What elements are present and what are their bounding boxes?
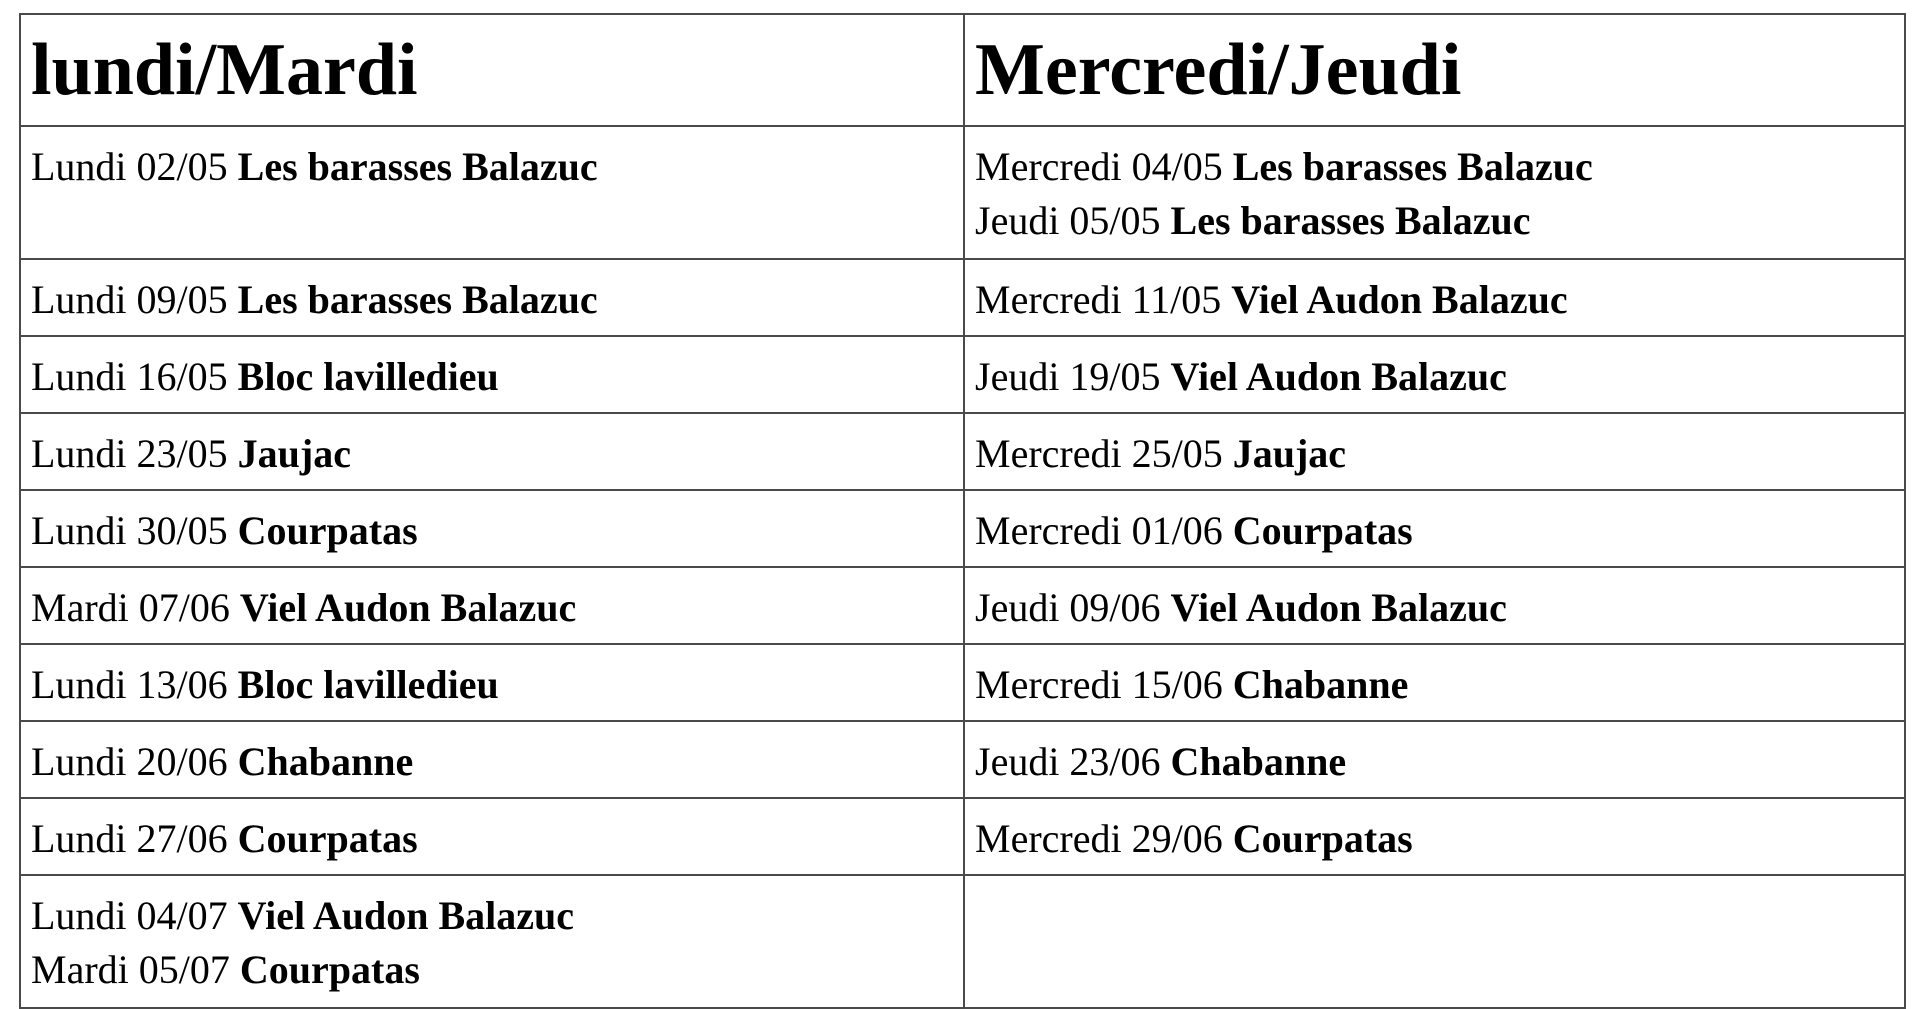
cell-lundi-mardi — [20, 798, 964, 875]
table-row — [20, 259, 1905, 336]
entry-date: Mercredi 11/05 — [975, 277, 1222, 322]
cell-mercredi-jeudi — [964, 875, 1905, 1008]
entry-date: Lundi 30/05 — [31, 508, 228, 553]
cell-lundi-mardi — [20, 126, 964, 259]
entry-place: Les barasses Balazuc — [237, 144, 598, 189]
table-row — [20, 336, 1905, 413]
entry-date: Lundi 16/05 — [31, 354, 228, 399]
cell-mercredi-jeudi — [964, 798, 1905, 875]
entry-place: Chabanne — [1170, 739, 1347, 784]
schedule-table — [19, 13, 1906, 1009]
entry-date: Lundi 20/06 — [31, 739, 228, 784]
schedule-entry — [31, 735, 963, 789]
schedule-entry — [31, 581, 963, 635]
schedule-entry — [31, 427, 963, 481]
cell-mercredi-jeudi — [964, 567, 1905, 644]
entry-place: Viel Audon Balazuc — [1231, 277, 1568, 322]
entry-place: Viel Audon Balazuc — [1170, 585, 1507, 630]
entry-place: Jaujac — [1232, 431, 1347, 476]
schedule-entry — [31, 812, 963, 866]
entry-place: Bloc lavilledieu — [237, 662, 499, 707]
table-row — [20, 721, 1905, 798]
entry-date: Mercredi 04/05 — [975, 144, 1223, 189]
schedule-entry — [975, 504, 1904, 558]
entry-place: Bloc lavilledieu — [237, 354, 499, 399]
table-row — [20, 567, 1905, 644]
schedule-entry — [975, 273, 1904, 327]
entry-date: Lundi 27/06 — [31, 816, 228, 861]
entry-place: Viel Audon Balazuc — [239, 585, 577, 630]
column-header-lundi-mardi: lundi/Mardi — [20, 14, 964, 126]
entry-date: Lundi 13/06 — [31, 662, 228, 707]
entry-place: Courpatas — [237, 816, 418, 861]
table-row — [20, 798, 1905, 875]
table-row — [20, 490, 1905, 567]
entry-place: Les barasses Balazuc — [1232, 144, 1593, 189]
schedule-entry — [975, 735, 1904, 789]
column-header-mercredi-jeudi: Mercredi/Jeudi — [964, 14, 1905, 126]
cell-lundi-mardi — [20, 336, 964, 413]
schedule-entry — [31, 943, 963, 997]
table-row — [20, 126, 1905, 259]
schedule-entry — [31, 350, 963, 404]
entry-date: Mardi 07/06 — [31, 585, 230, 630]
schedule-entry — [975, 581, 1904, 635]
entry-place: Les barasses Balazuc — [237, 277, 598, 322]
entry-place: Viel Audon Balazuc — [237, 893, 575, 938]
cell-mercredi-jeudi — [964, 644, 1905, 721]
cell-lundi-mardi — [20, 490, 964, 567]
schedule-entry — [975, 658, 1904, 712]
entry-place: Viel Audon Balazuc — [1170, 354, 1507, 399]
schedule-entry — [31, 504, 963, 558]
schedule-entry — [975, 812, 1904, 866]
cell-mercredi-jeudi — [964, 721, 1905, 798]
schedule-entry — [975, 427, 1904, 481]
cell-lundi-mardi — [20, 567, 964, 644]
entry-date: Lundi 23/05 — [31, 431, 228, 476]
schedule-entry — [975, 194, 1904, 248]
entry-place: Courpatas — [237, 508, 418, 553]
entry-date: Jeudi 19/05 — [975, 354, 1161, 399]
entry-date: Mercredi 29/06 — [975, 816, 1223, 861]
entry-date: Jeudi 09/06 — [975, 585, 1161, 630]
schedule-entry — [975, 140, 1904, 194]
cell-lundi-mardi — [20, 875, 964, 1008]
cell-lundi-mardi — [20, 259, 964, 336]
cell-mercredi-jeudi — [964, 126, 1905, 259]
schedule-entry — [31, 140, 963, 194]
schedule-entry — [31, 889, 963, 943]
entry-date: Mercredi 15/06 — [975, 662, 1223, 707]
entry-date: Mercredi 25/05 — [975, 431, 1223, 476]
schedule-entry — [31, 273, 963, 327]
header-row — [20, 14, 1905, 126]
cell-mercredi-jeudi — [964, 490, 1905, 567]
table-row — [20, 413, 1905, 490]
entry-date: Mercredi 01/06 — [975, 508, 1223, 553]
cell-mercredi-jeudi — [964, 413, 1905, 490]
entry-date: Lundi 04/07 — [31, 893, 228, 938]
entry-date: Lundi 09/05 — [31, 277, 228, 322]
cell-mercredi-jeudi — [964, 259, 1905, 336]
entry-place: Chabanne — [1232, 662, 1409, 707]
cell-mercredi-jeudi — [964, 336, 1905, 413]
cell-lundi-mardi — [20, 644, 964, 721]
entry-date: Lundi 02/05 — [31, 144, 228, 189]
entry-place: Jaujac — [237, 431, 351, 476]
entry-place: Courpatas — [1232, 816, 1413, 861]
entry-date: Mardi 05/07 — [31, 947, 230, 992]
entry-date: Jeudi 05/05 — [975, 198, 1161, 243]
schedule-body — [20, 126, 1905, 1008]
entry-place: Chabanne — [237, 739, 414, 784]
entry-date: Jeudi 23/06 — [975, 739, 1161, 784]
table-row — [20, 875, 1905, 1008]
entry-place: Courpatas — [239, 947, 420, 992]
entry-place: Les barasses Balazuc — [1170, 198, 1531, 243]
cell-lundi-mardi — [20, 721, 964, 798]
table-row — [20, 644, 1905, 721]
schedule-entry — [975, 350, 1904, 404]
entry-place: Courpatas — [1232, 508, 1413, 553]
schedule-entry — [31, 658, 963, 712]
cell-lundi-mardi — [20, 413, 964, 490]
